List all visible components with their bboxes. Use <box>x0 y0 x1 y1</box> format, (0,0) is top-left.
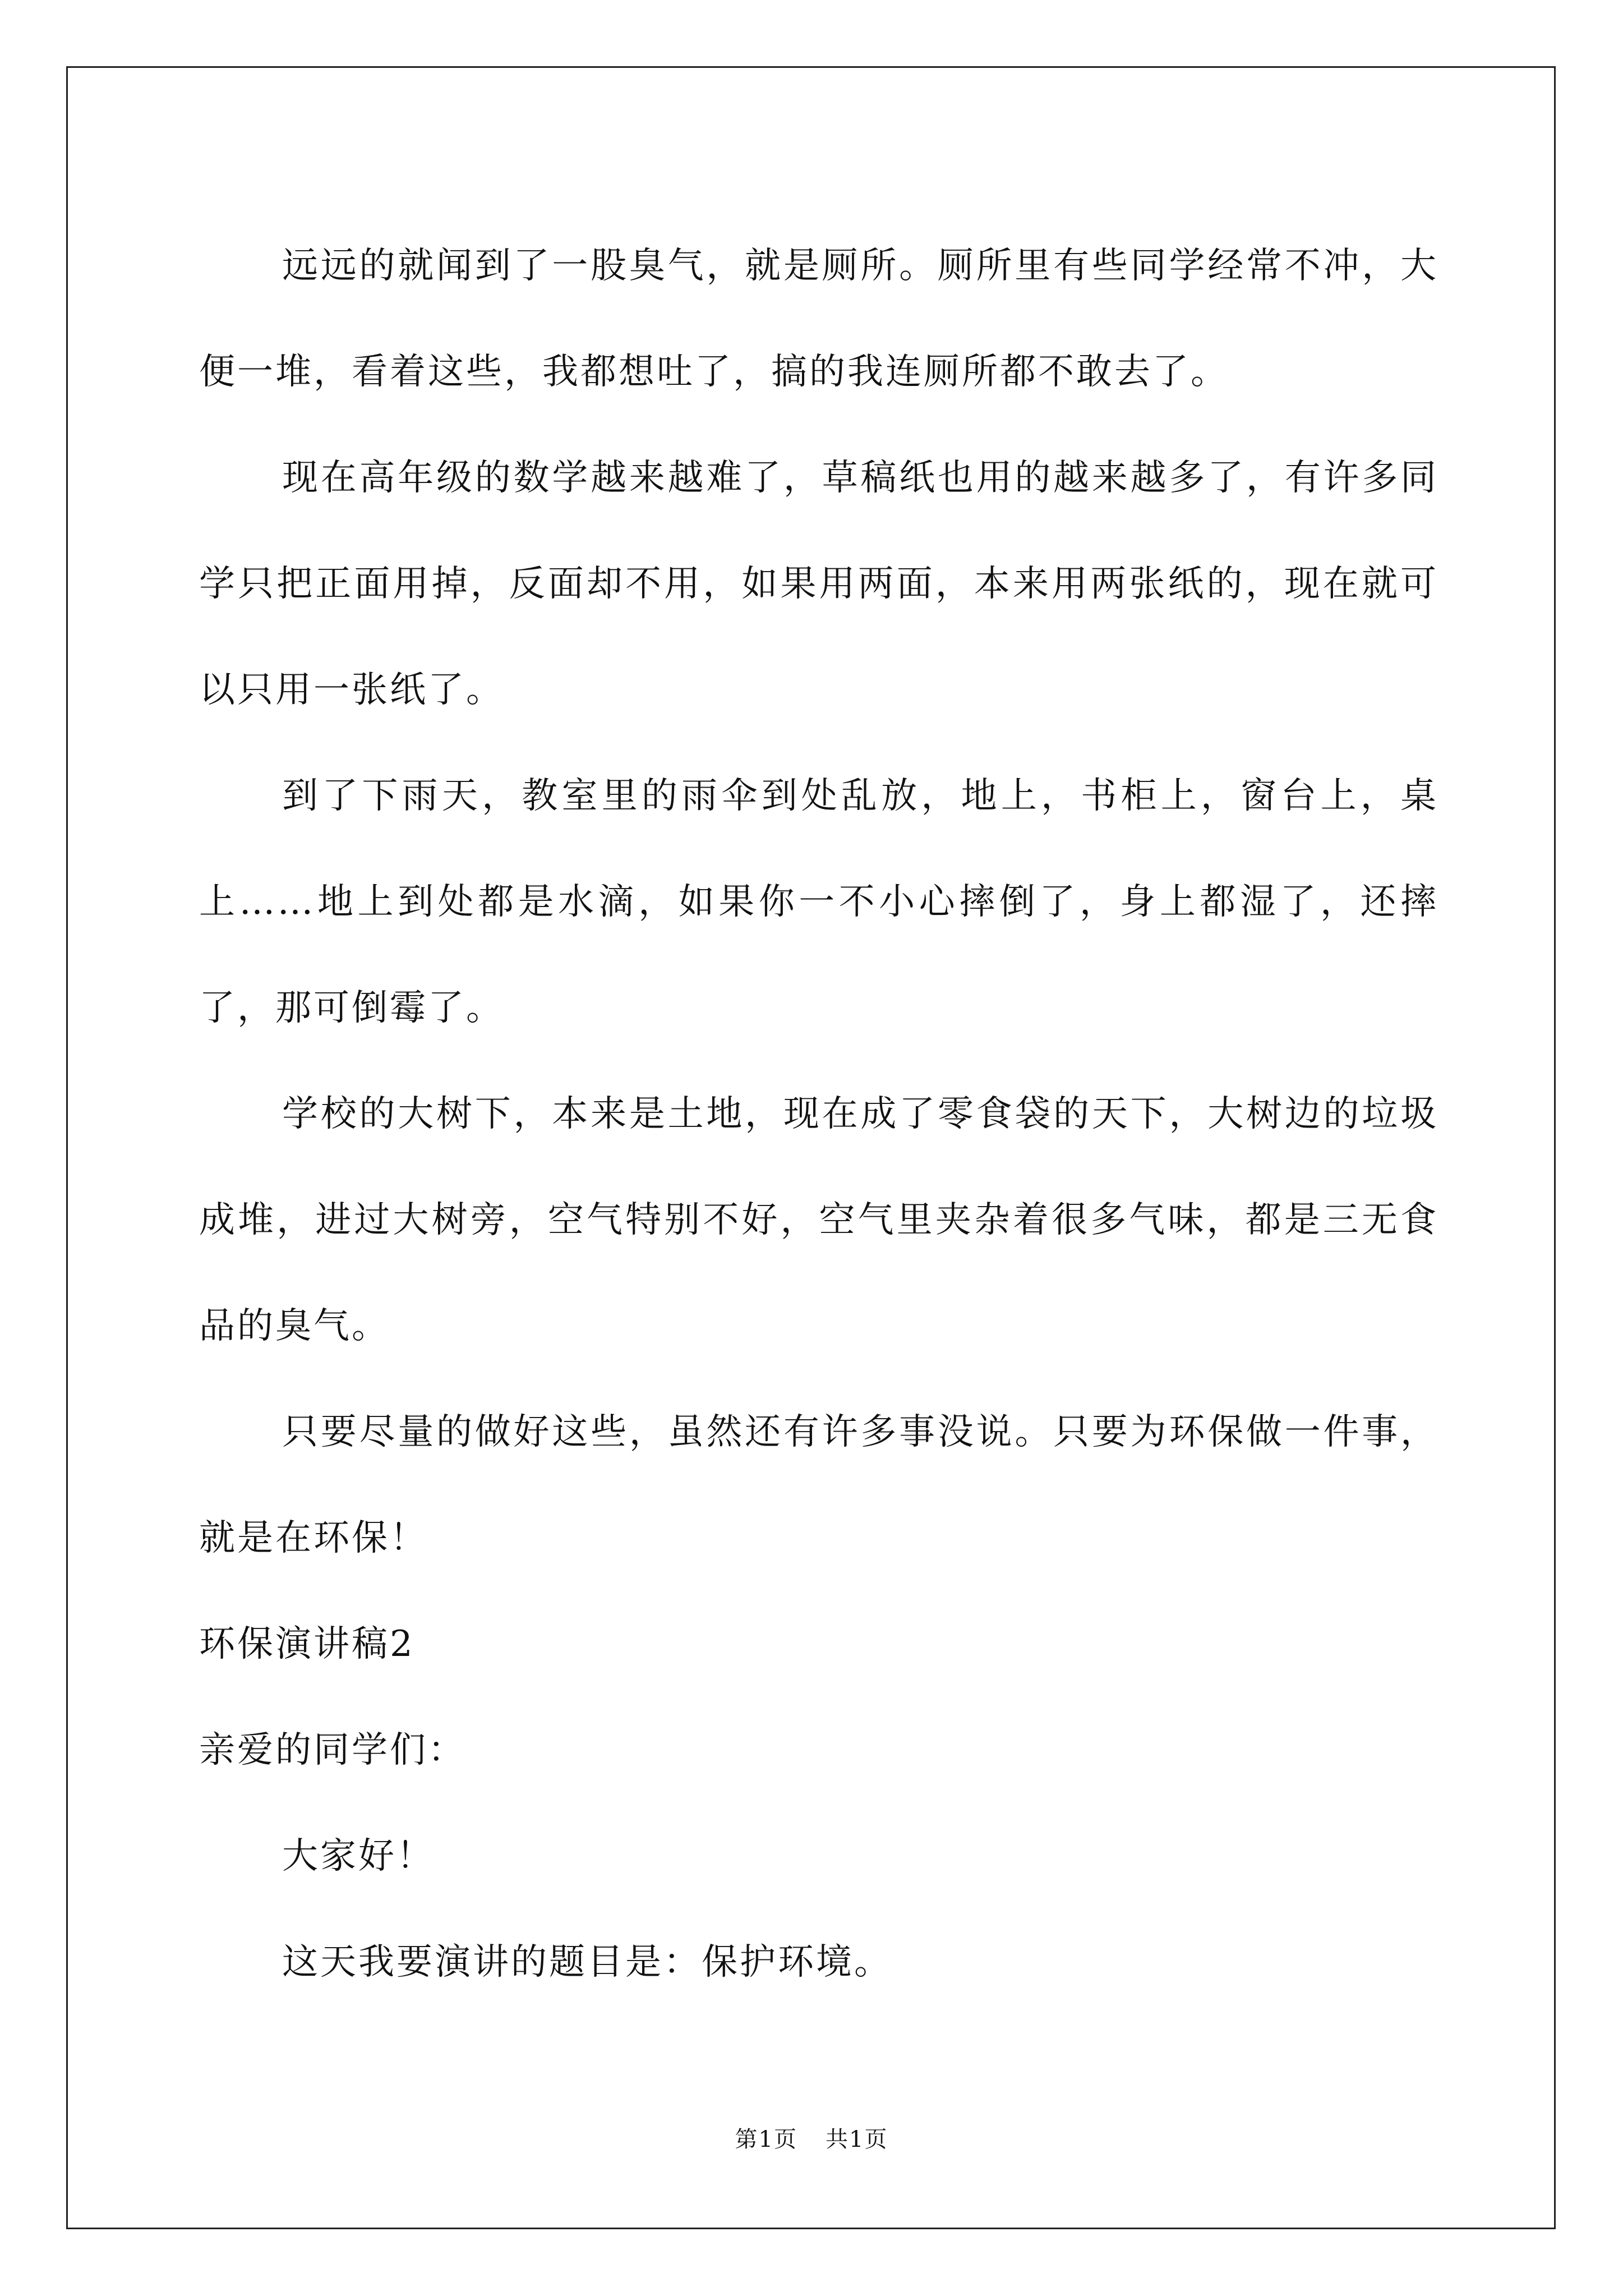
salutation: 亲爱的同学们： <box>199 1729 466 1771</box>
page-footer <box>0 2122 1623 2154</box>
section-title: 环保演讲稿2 <box>199 1623 415 1665</box>
page-number-total: 共1页 <box>826 2127 888 2152</box>
paragraph-umbrellas: 到了下雨天，教室里的雨伞到处乱放，地上，书柜上，窗台上，桌上……地上到处都是水滴，如果你一不小心摔倒了，身上都湿了，还摔了，那可倒霉了。 <box>199 775 1438 1029</box>
page-number-current: 第1页 <box>735 2127 797 2152</box>
document-body <box>199 213 1438 2016</box>
paragraph-big-tree: 学校的大树下，本来是土地，现在成了零食袋的天下，大树边的垃圾成堆，进过大树旁，空气特别不好，空气里夹杂着很多气味，都是三无食品的臭气。 <box>199 1093 1438 1347</box>
paragraph-toilet: 远远的就闻到了一股臭气，就是厕所。厕所里有些同学经常不冲，大便一堆，看着这些，我都想吐了，搞的我连厕所都不敢去了。 <box>199 245 1438 393</box>
greeting: 大家好！ <box>282 1835 435 1877</box>
paragraph-scratch-paper: 现在高年级的数学越来越难了，草稿纸也用的越来越多了，有许多同学只把正面用掉，反面却不用，如果用两面，本来用两张纸的，现在就可以只用一张纸了。 <box>199 457 1438 711</box>
topic-line: 这天我要演讲的题目是：保护环境。 <box>282 1941 892 1983</box>
paragraph-conclusion: 只要尽量的做好这些，虽然还有许多事没说。只要为环保做一件事，就是在环保！ <box>199 1411 1438 1559</box>
